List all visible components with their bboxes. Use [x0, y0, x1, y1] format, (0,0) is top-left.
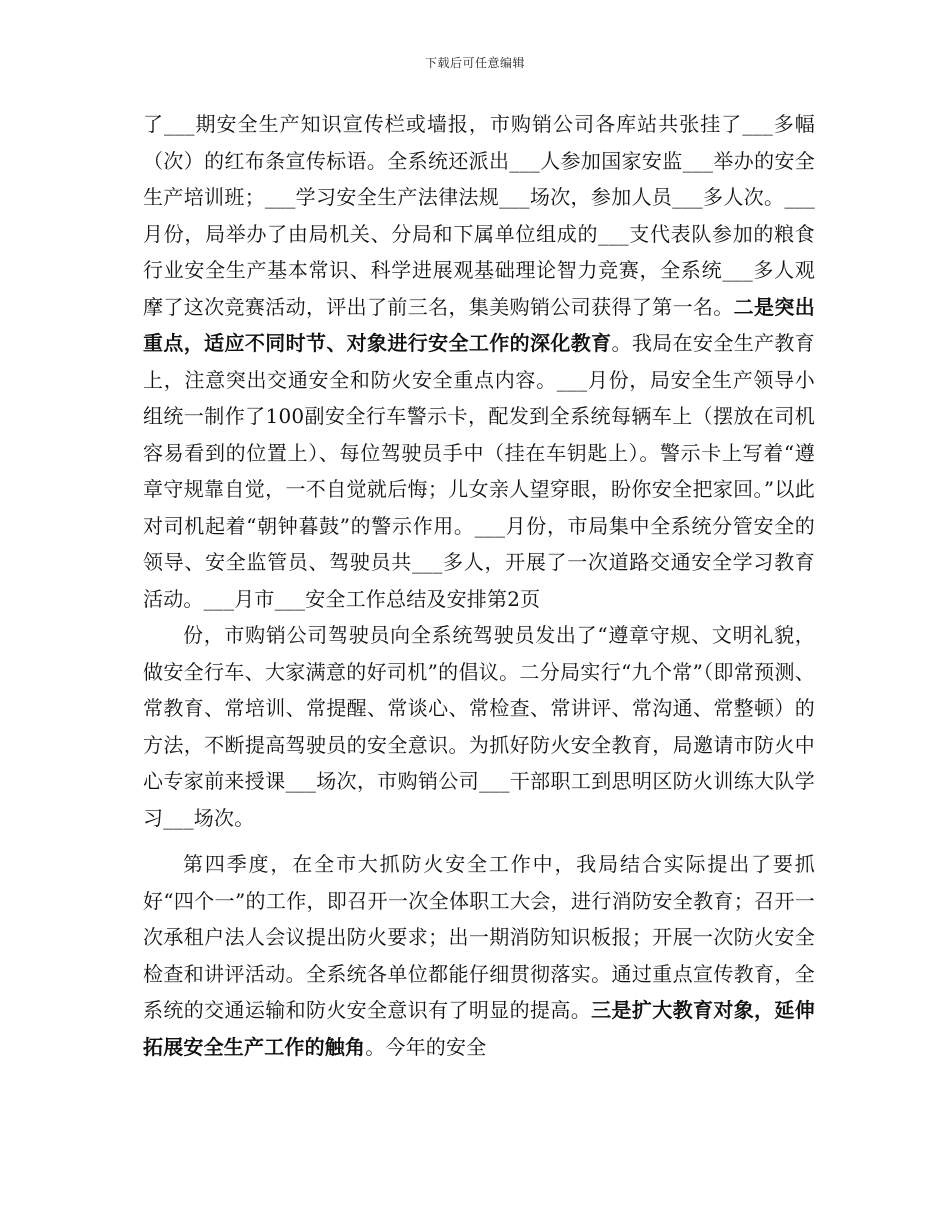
paragraph-1	[143, 106, 815, 617]
paragraph-3-text-b: 。今年的安全	[365, 1034, 487, 1059]
document-body	[143, 106, 815, 1065]
paragraph-1-bold-heading: 二是突出重点，适应不同时节、对象进行安全工作的深化教育	[143, 294, 815, 355]
paragraph-3-bold-heading: 三是扩大教育对象，延伸拓展安全生产工作的触角	[143, 998, 815, 1059]
paragraph-1-text-b: 。我局在安全生产教育上，注意突出交通安全和防火安全重点内容。___月份，局安全生产领导小组统一制作了100副安全行车警示卡，配发到全系统每辆车上（摆放在司机容易看到的位置上）、每位驾驶员手中（挂在车钥匙上）。警示卡上写着“遵章守规靠自觉，一不自觉就后悔；儿女亲人望穿眼，盼你安全把家回。”以此对司机起着“朝钟暮鼓”的警示作用。___月份，市局集中全系统分管安全的领导、安全监管员、驾驶员共___多人，开展了一次道路交通安全学习教育活动。___月市___安全工作总结及安排第2页	[143, 331, 816, 611]
paragraph-3-text-a: 第四季度，在全市大抓防火安全工作中，我局结合实际提出了要抓好“四个一”的工作，即召开一次全体职工大会，进行消防安全教育；召开一次承租户法人会议提出防火要求；出一期消防知识板报；开展一次防火安全检查和讲评活动。全系统各单位都能仔细贯彻落实。通过重点宣传教育，全系统的交通运输和防火安全意识有了明显的提高。	[143, 852, 815, 1022]
paragraph-1-text-a: 了___期安全生产知识宣传栏或墙报，市购销公司各库站共张挂了___多幅（次）的红布条宣传标语。全系统还派出___人参加国家安监___举办的安全生产培训班；___学习安全生产法律法规___场次，参加人员___多人次。___月份，局举办了由局机关、分局和下属单位组成的___支代表队参加的粮食行业安全生产基本常识、科学进展观基础理论智力竞赛，全系统___多人观摩了这次竞赛活动，评出了前三名，集美购销公司获得了第一名。	[143, 112, 815, 319]
paragraph-2: 份，市购销公司驾驶员向全系统驾驶员发出了“遵章守规、文明礼貌，做安全行车、大家满意的好司机”的倡议。二分局实行“九个常”（即常预测、常教育、常培训、常提醒、常谈心、常检查、常讲评、常沟通、常整顿）的方法，不断提高驾驶员的安全意识。为抓好防火安全教育，局邀请市防火中心专家前来授课___场次，市购销公司___干部职工到思明区防火训练大队学习___场次。	[143, 623, 815, 830]
page-header: 下载后可任意编辑	[424, 56, 525, 70]
paragraph-3	[143, 846, 815, 1065]
